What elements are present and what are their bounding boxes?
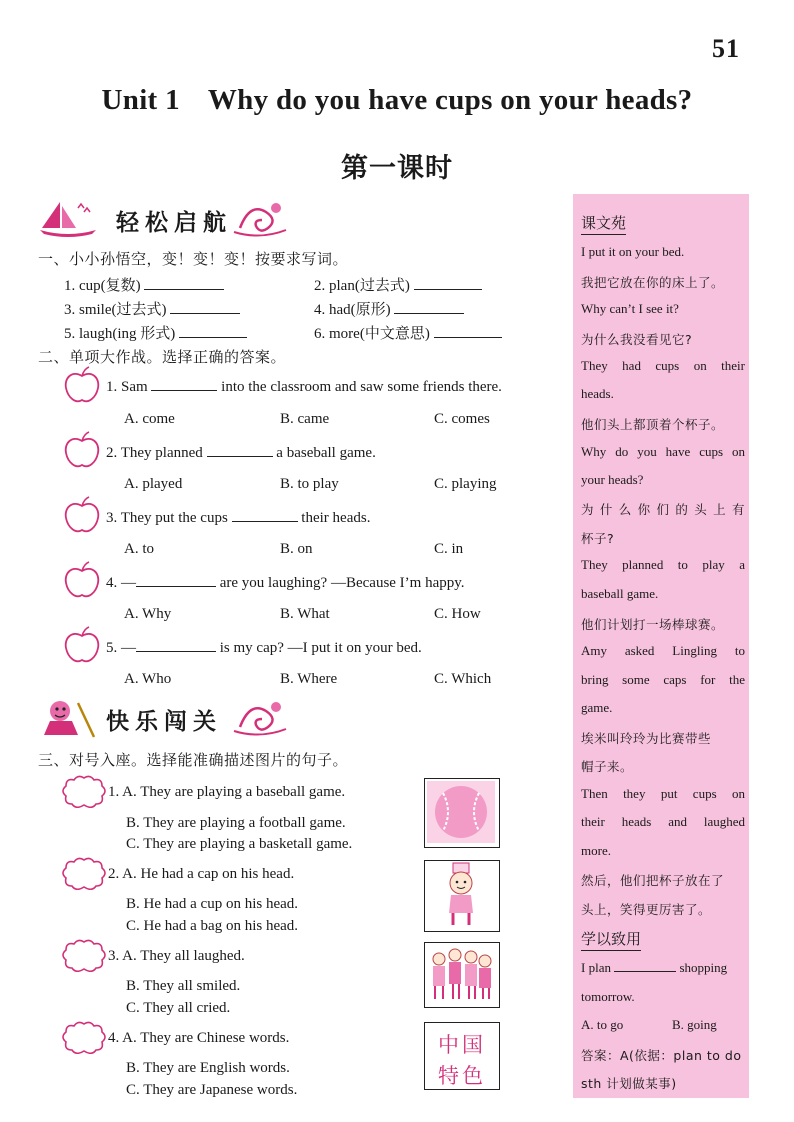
banner-title-2: 快乐闯关 <box>106 708 222 735</box>
sidebar-line: Then they put cups on <box>581 786 745 801</box>
practice-question: I plan shopping <box>581 960 728 975</box>
sidebar-line: They planned to play a <box>581 557 745 572</box>
sidebar-line: Why can’t I see it? <box>581 301 679 316</box>
picture-option[interactable]: B. He had a cup on his head. <box>126 896 299 912</box>
sidebar-line: game. <box>581 700 613 715</box>
sidebar-line: their heads and laughed <box>581 814 745 829</box>
mc-option[interactable]: A. played <box>124 476 183 492</box>
boy-with-cup-icon <box>425 861 497 929</box>
boy-picture <box>424 860 500 932</box>
baseball-picture <box>424 778 500 848</box>
mc-question-5: 5. — is my cap? —I put it on your bed. <box>106 640 422 656</box>
chinese-word-line-1: 中国 <box>438 1033 486 1057</box>
flower-answer-icon[interactable] <box>62 774 106 808</box>
apple-answer-icon[interactable] <box>62 366 102 406</box>
picture-option[interactable]: B. They are playing a football game. <box>126 815 346 831</box>
sidebar-line: bring some caps for the <box>581 672 745 687</box>
practice-answer-cont: sth 计划做某事) <box>581 1076 677 1091</box>
mc-option[interactable]: B. on <box>280 541 313 557</box>
answer-blank[interactable] <box>136 574 216 587</box>
unit-question: Why do you have cups on your heads? <box>207 84 693 116</box>
apple-answer-icon[interactable] <box>62 431 102 471</box>
picture-option[interactable]: B. They all smiled. <box>126 978 241 994</box>
mc-option[interactable]: A. Who <box>124 671 172 687</box>
word-item-6: 6. more(中文意思) <box>314 322 502 343</box>
picture-option[interactable]: 2. A. He had a cap on his head. <box>108 866 295 882</box>
sidebar-line: Why do you have cups on <box>581 444 745 459</box>
sidebar-line: 为什么你们的头上有 <box>581 502 745 517</box>
word-item-4: 4. had(原形) <box>314 298 464 319</box>
answer-blank[interactable] <box>136 639 216 652</box>
sidebar-line: 我把它放在你的床上了。 <box>581 275 725 290</box>
sidebar-line: 埃米叫玲玲为比赛带些 <box>581 731 712 746</box>
answer-blank[interactable] <box>414 277 482 290</box>
answer-blank[interactable] <box>151 378 217 391</box>
mc-question-4: 4. — are you laughing? —Because I’m happy. <box>106 575 465 591</box>
answer-blank[interactable] <box>170 301 240 314</box>
section-banner-1 <box>38 198 288 238</box>
picture-option[interactable]: B. They are English words. <box>126 1060 290 1076</box>
section-2-heading: 二、单项大作战。选择正确的答案。 <box>38 348 287 366</box>
apple-answer-icon[interactable] <box>62 496 102 536</box>
picture-option[interactable]: 4. A. They are Chinese words. <box>108 1030 290 1046</box>
sidebar-line: I put it on your bed. <box>581 244 685 259</box>
sidebar-line: 头上，笑得更厉害了。 <box>581 902 712 917</box>
mc-question-1: 1. Sam into the classroom and saw some friends there. <box>106 379 502 395</box>
flower-answer-icon[interactable] <box>62 1020 106 1054</box>
sidebar-heading-text: 课文苑 <box>581 212 626 235</box>
practice-option-a[interactable]: A. to go <box>581 1017 624 1032</box>
sidebar-line: 杯子? <box>581 531 615 546</box>
answer-blank[interactable] <box>179 325 247 338</box>
page-number: 51 <box>712 34 740 63</box>
mc-question-3: 3. They put the cups their heads. <box>106 510 371 526</box>
sailboat-icon <box>38 198 98 240</box>
word-item-1: 1. cup(复数) <box>64 274 224 295</box>
picture-option[interactable]: 3. A. They all laughed. <box>108 948 245 964</box>
monkey-king-icon <box>38 697 98 739</box>
picture-option[interactable]: C. They are playing a basketall game. <box>126 836 353 852</box>
mc-option[interactable]: B. to play <box>280 476 339 492</box>
word-item-3: 3. smile(过去式) <box>64 298 240 319</box>
answer-blank[interactable] <box>394 301 464 314</box>
section-1-heading: 一、小小孙悟空，变！变！变！按要求写词。 <box>38 250 349 268</box>
mc-option[interactable]: A. come <box>124 411 175 427</box>
apple-answer-icon[interactable] <box>62 626 102 666</box>
mc-question-2: 2. They planned a baseball game. <box>106 445 376 461</box>
answer-blank[interactable] <box>144 277 224 290</box>
mc-option[interactable]: C. playing <box>434 476 497 492</box>
mc-option[interactable]: C. in <box>434 541 464 557</box>
sidebar-line: heads. <box>581 386 614 401</box>
sidebar-line: 然后，他们把杯子放在了 <box>581 873 725 888</box>
mc-option[interactable]: A. to <box>124 541 154 557</box>
mc-option[interactable]: C. Which <box>434 671 492 687</box>
chinese-word-line-2: 特色 <box>438 1064 486 1088</box>
practice-answer: 答案：A(依据：plan to do <box>581 1048 742 1063</box>
mc-option[interactable]: C. How <box>434 606 481 622</box>
mc-option[interactable]: B. Where <box>280 671 338 687</box>
flower-answer-icon[interactable] <box>62 938 106 972</box>
mc-option[interactable]: B. What <box>280 606 330 622</box>
unit-label: Unit 1 <box>101 84 180 116</box>
baseball-icon <box>425 779 497 845</box>
laughing-group-icon <box>425 943 497 1005</box>
practice-option-b[interactable]: B. going <box>672 1017 717 1032</box>
sidebar-line: 他们头上都顶着个杯子。 <box>581 417 725 432</box>
picture-option[interactable]: 1. A. They are playing a baseball game. <box>108 784 346 800</box>
apple-answer-icon[interactable] <box>62 561 102 601</box>
practice-question-cont: tomorrow. <box>581 989 635 1004</box>
sidebar-line: baseball game. <box>581 586 659 601</box>
lesson-subtitle: 第一课时 <box>341 153 453 184</box>
answer-blank[interactable] <box>232 509 298 522</box>
page-title <box>0 84 794 117</box>
section-banner-2 <box>38 697 288 737</box>
group-picture <box>424 942 500 1008</box>
sidebar-line: more. <box>581 843 611 858</box>
answer-blank[interactable] <box>434 325 502 338</box>
picture-option[interactable]: C. They all cried. <box>126 1000 231 1016</box>
sidebar-line: Amy asked Lingling to <box>581 643 745 658</box>
word-item-5: 5. laugh(ing 形式) <box>64 322 247 343</box>
banner-title-1: 轻松启航 <box>116 209 232 236</box>
picture-option[interactable]: C. They are Japanese words. <box>126 1082 298 1098</box>
sidebar-heading-practice: 学以致用 <box>581 928 641 951</box>
swirl-ornament-icon <box>230 697 290 737</box>
answer-blank[interactable] <box>207 444 273 457</box>
mc-option[interactable]: C. comes <box>434 411 490 427</box>
sidebar-line: your heads? <box>581 472 644 487</box>
swirl-ornament-icon <box>230 198 290 238</box>
chinese-words-picture <box>424 1022 500 1090</box>
sidebar-line: 帽子来。 <box>581 759 634 774</box>
sidebar-line: They had cups on their <box>581 358 745 373</box>
flower-answer-icon[interactable] <box>62 856 106 890</box>
sidebar-line: 为什么我没看见它? <box>581 332 693 347</box>
section-3-heading: 三、对号入座。选择能准确描述图片的句子。 <box>38 751 349 769</box>
mc-option[interactable]: B. came <box>280 411 330 427</box>
picture-option[interactable]: C. He had a bag on his head. <box>126 918 299 934</box>
answer-blank[interactable] <box>614 961 676 972</box>
sidebar-line: 他们计划打一场棒球赛。 <box>581 617 725 632</box>
mc-option[interactable]: A. Why <box>124 606 172 622</box>
word-item-2: 2. plan(过去式) <box>314 274 482 295</box>
